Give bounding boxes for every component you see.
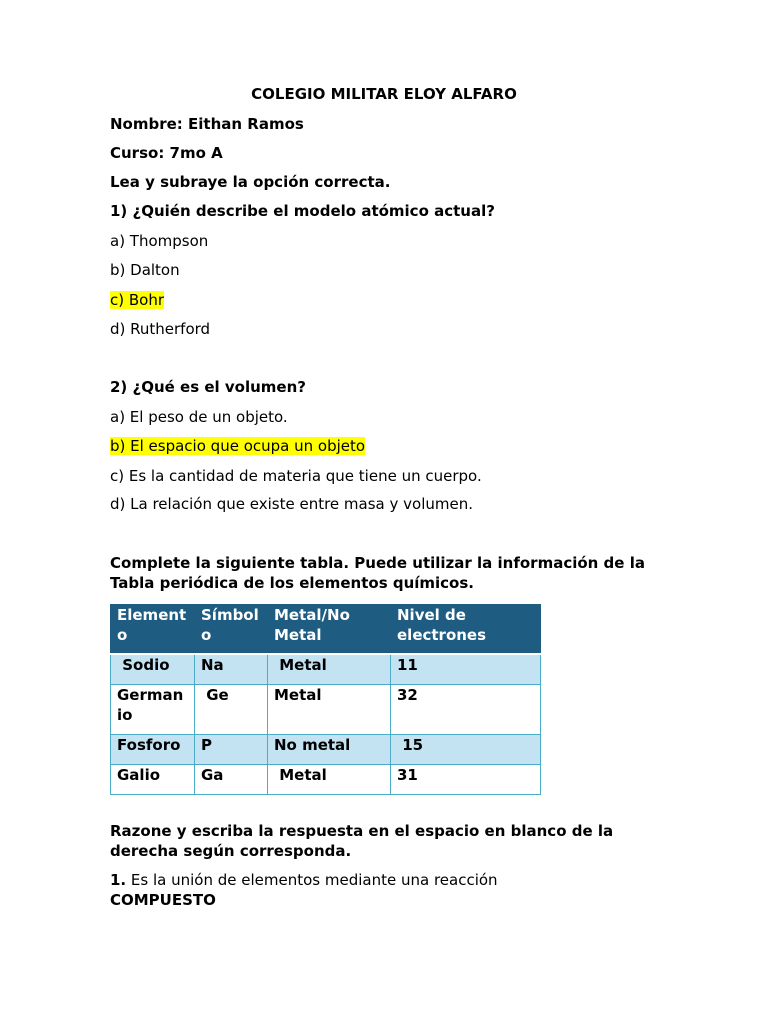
cell-type: No metal bbox=[268, 735, 391, 765]
cell-symbol: Ga bbox=[195, 765, 268, 795]
cell-element: Galio bbox=[111, 765, 195, 795]
table-prompt: Complete la siguiente tabla. Puede utilizar la información de la Tabla periódica de los elementos químicos. bbox=[110, 554, 645, 592]
table-row bbox=[111, 735, 541, 765]
header-simbolo: Símbolo bbox=[195, 605, 268, 655]
cell-electrons: 31 bbox=[391, 765, 541, 795]
elements-table bbox=[110, 604, 541, 795]
section3-prompt: Razone y escriba la respuesta en el espacio en blanco de la derecha según corresponda. bbox=[110, 822, 614, 860]
q2-option-a: a) El peso de un objeto. bbox=[110, 408, 288, 426]
cell-symbol: P bbox=[195, 735, 268, 765]
cell-type: Metal bbox=[268, 765, 391, 795]
q1-option-b: b) Dalton bbox=[110, 261, 180, 279]
table-row bbox=[111, 654, 541, 685]
cell-type: Metal bbox=[268, 685, 391, 735]
q2-option-d: d) La relación que existe entre masa y volumen. bbox=[110, 495, 473, 513]
q1-option-a: a) Thompson bbox=[110, 232, 209, 250]
cell-electrons: 32 bbox=[391, 685, 541, 735]
cell-element: Germanio bbox=[111, 685, 195, 735]
q1-option-c bbox=[110, 290, 164, 310]
student-course: Curso: 7mo A bbox=[110, 144, 223, 162]
q2-option-b bbox=[110, 436, 365, 456]
q1-option-c-highlighted: c) Bohr bbox=[110, 291, 165, 309]
table-row bbox=[111, 765, 541, 795]
q1-option-d: d) Rutherford bbox=[110, 320, 211, 338]
cell-type: Metal bbox=[268, 654, 391, 685]
item-answer: COMPUESTO bbox=[110, 891, 216, 909]
question-2: 2) ¿Qué es el volumen? bbox=[110, 378, 306, 396]
item-text: Es la unión de elementos mediante una reacción bbox=[126, 871, 498, 889]
table-row bbox=[111, 685, 541, 735]
table-header-row bbox=[111, 605, 541, 655]
student-name: Nombre: Eithan Ramos bbox=[110, 115, 304, 133]
section3-item-1 bbox=[110, 870, 498, 890]
header-metal: Metal/No Metal bbox=[268, 605, 391, 655]
cell-symbol: Na bbox=[195, 654, 268, 685]
q2-option-b-highlighted: b) El espacio que ocupa un objeto bbox=[110, 437, 366, 455]
cell-element: Fosforo bbox=[111, 735, 195, 765]
q2-option-c: c) Es la cantidad de materia que tiene un cuerpo. bbox=[110, 467, 482, 485]
school-title: COLEGIO MILITAR ELOY ALFARO bbox=[251, 85, 517, 103]
header-elemento: Elemento bbox=[111, 605, 195, 655]
cell-electrons: 11 bbox=[391, 654, 541, 685]
cell-element: Sodio bbox=[111, 654, 195, 685]
item-number: 1. bbox=[110, 871, 127, 889]
cell-electrons: 15 bbox=[391, 735, 541, 765]
cell-symbol: Ge bbox=[195, 685, 268, 735]
question-1: 1) ¿Quién describe el modelo atómico actual? bbox=[110, 202, 495, 220]
header-nivel: Nivel de electrones bbox=[391, 605, 541, 655]
instructions: Lea y subraye la opción correcta. bbox=[110, 173, 391, 191]
